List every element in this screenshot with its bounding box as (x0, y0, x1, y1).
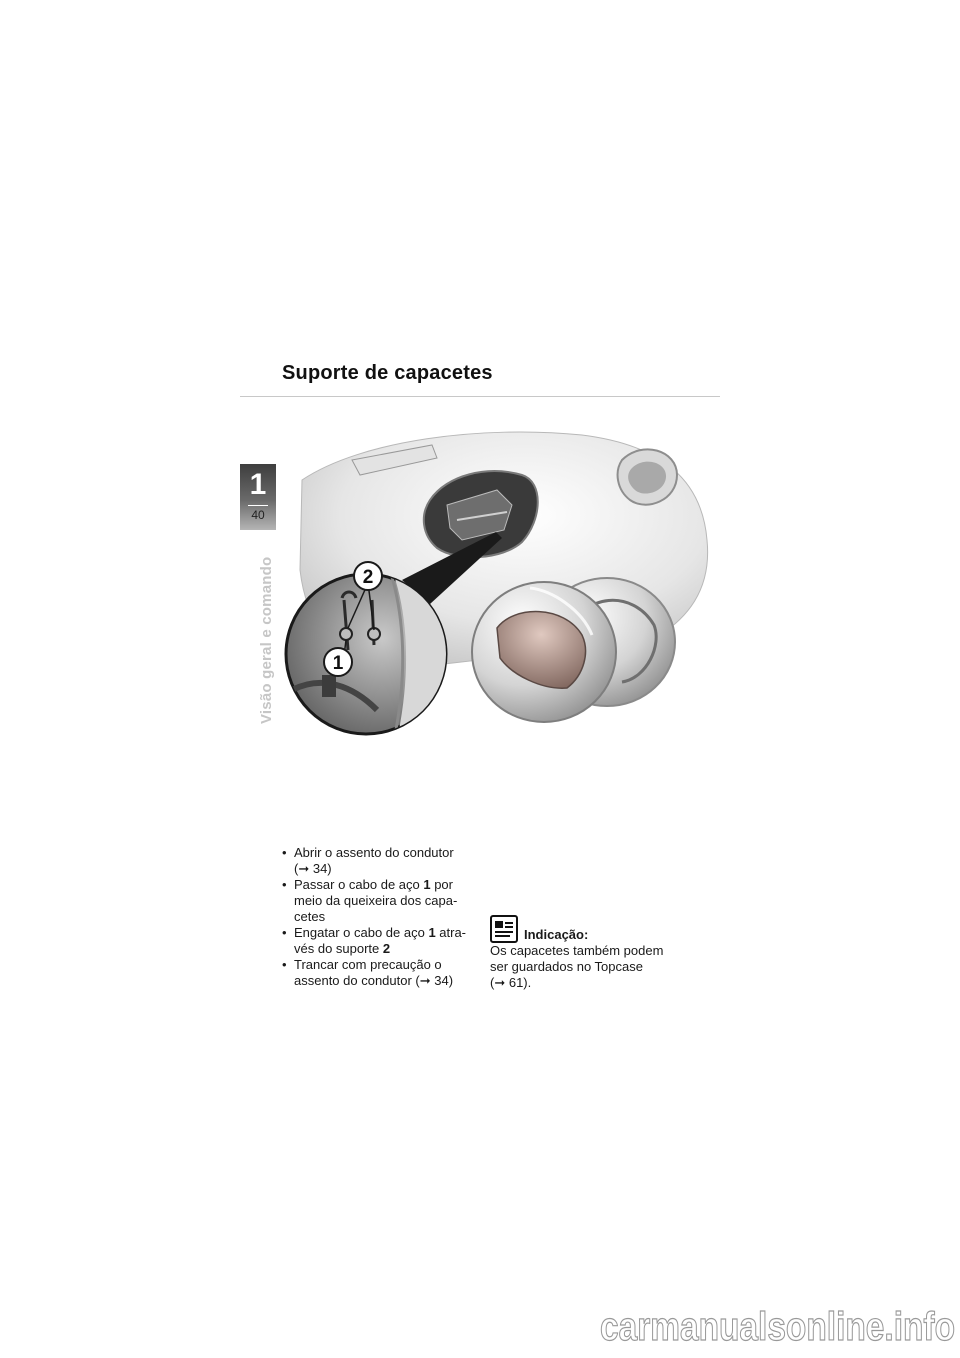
instruction-list (282, 845, 480, 989)
step-text: Trancar com precaução o assento do condutor (➞ 34) (294, 957, 454, 988)
helmet-holder-illustration (282, 420, 722, 750)
watermark-text: carmanualsonline.info (600, 1305, 955, 1349)
step-text: Abrir o assento do condutor (294, 845, 454, 860)
ref-number: 1 (423, 877, 431, 892)
note-line: Os capacetes também podem (490, 943, 664, 958)
page-number: 40 (251, 508, 265, 522)
title-rule (240, 396, 720, 397)
step-item: • Passar o cabo de aço 1 por meio da queixeira dos capa- cetes (282, 877, 480, 925)
note-heading (490, 915, 700, 943)
callout-1-label: 1 (332, 653, 344, 674)
note-line: (➞ 61). (490, 975, 532, 990)
note-block (490, 915, 700, 991)
chapter-number: 1 (249, 468, 267, 501)
step-item: • Engatar o cabo de aço 1 atra- vés do suporte 2 (282, 925, 480, 957)
chapter-tab (240, 464, 276, 530)
page-reference: (➞ 34) (294, 861, 332, 876)
ref-number: 2 (382, 941, 391, 956)
page-title: Suporte de capacetes (282, 362, 493, 384)
step-item (282, 957, 480, 989)
ref-number: 1 (428, 925, 436, 940)
note-icon (490, 915, 518, 943)
callout-2-label: 2 (362, 567, 374, 588)
side-chapter-label: Visão geral e comando (258, 556, 275, 724)
step-item (282, 845, 480, 877)
note-title: Indicação: (524, 927, 589, 942)
note-line: ser guardados no Topcase (490, 959, 643, 974)
chapter-divider (248, 505, 268, 506)
